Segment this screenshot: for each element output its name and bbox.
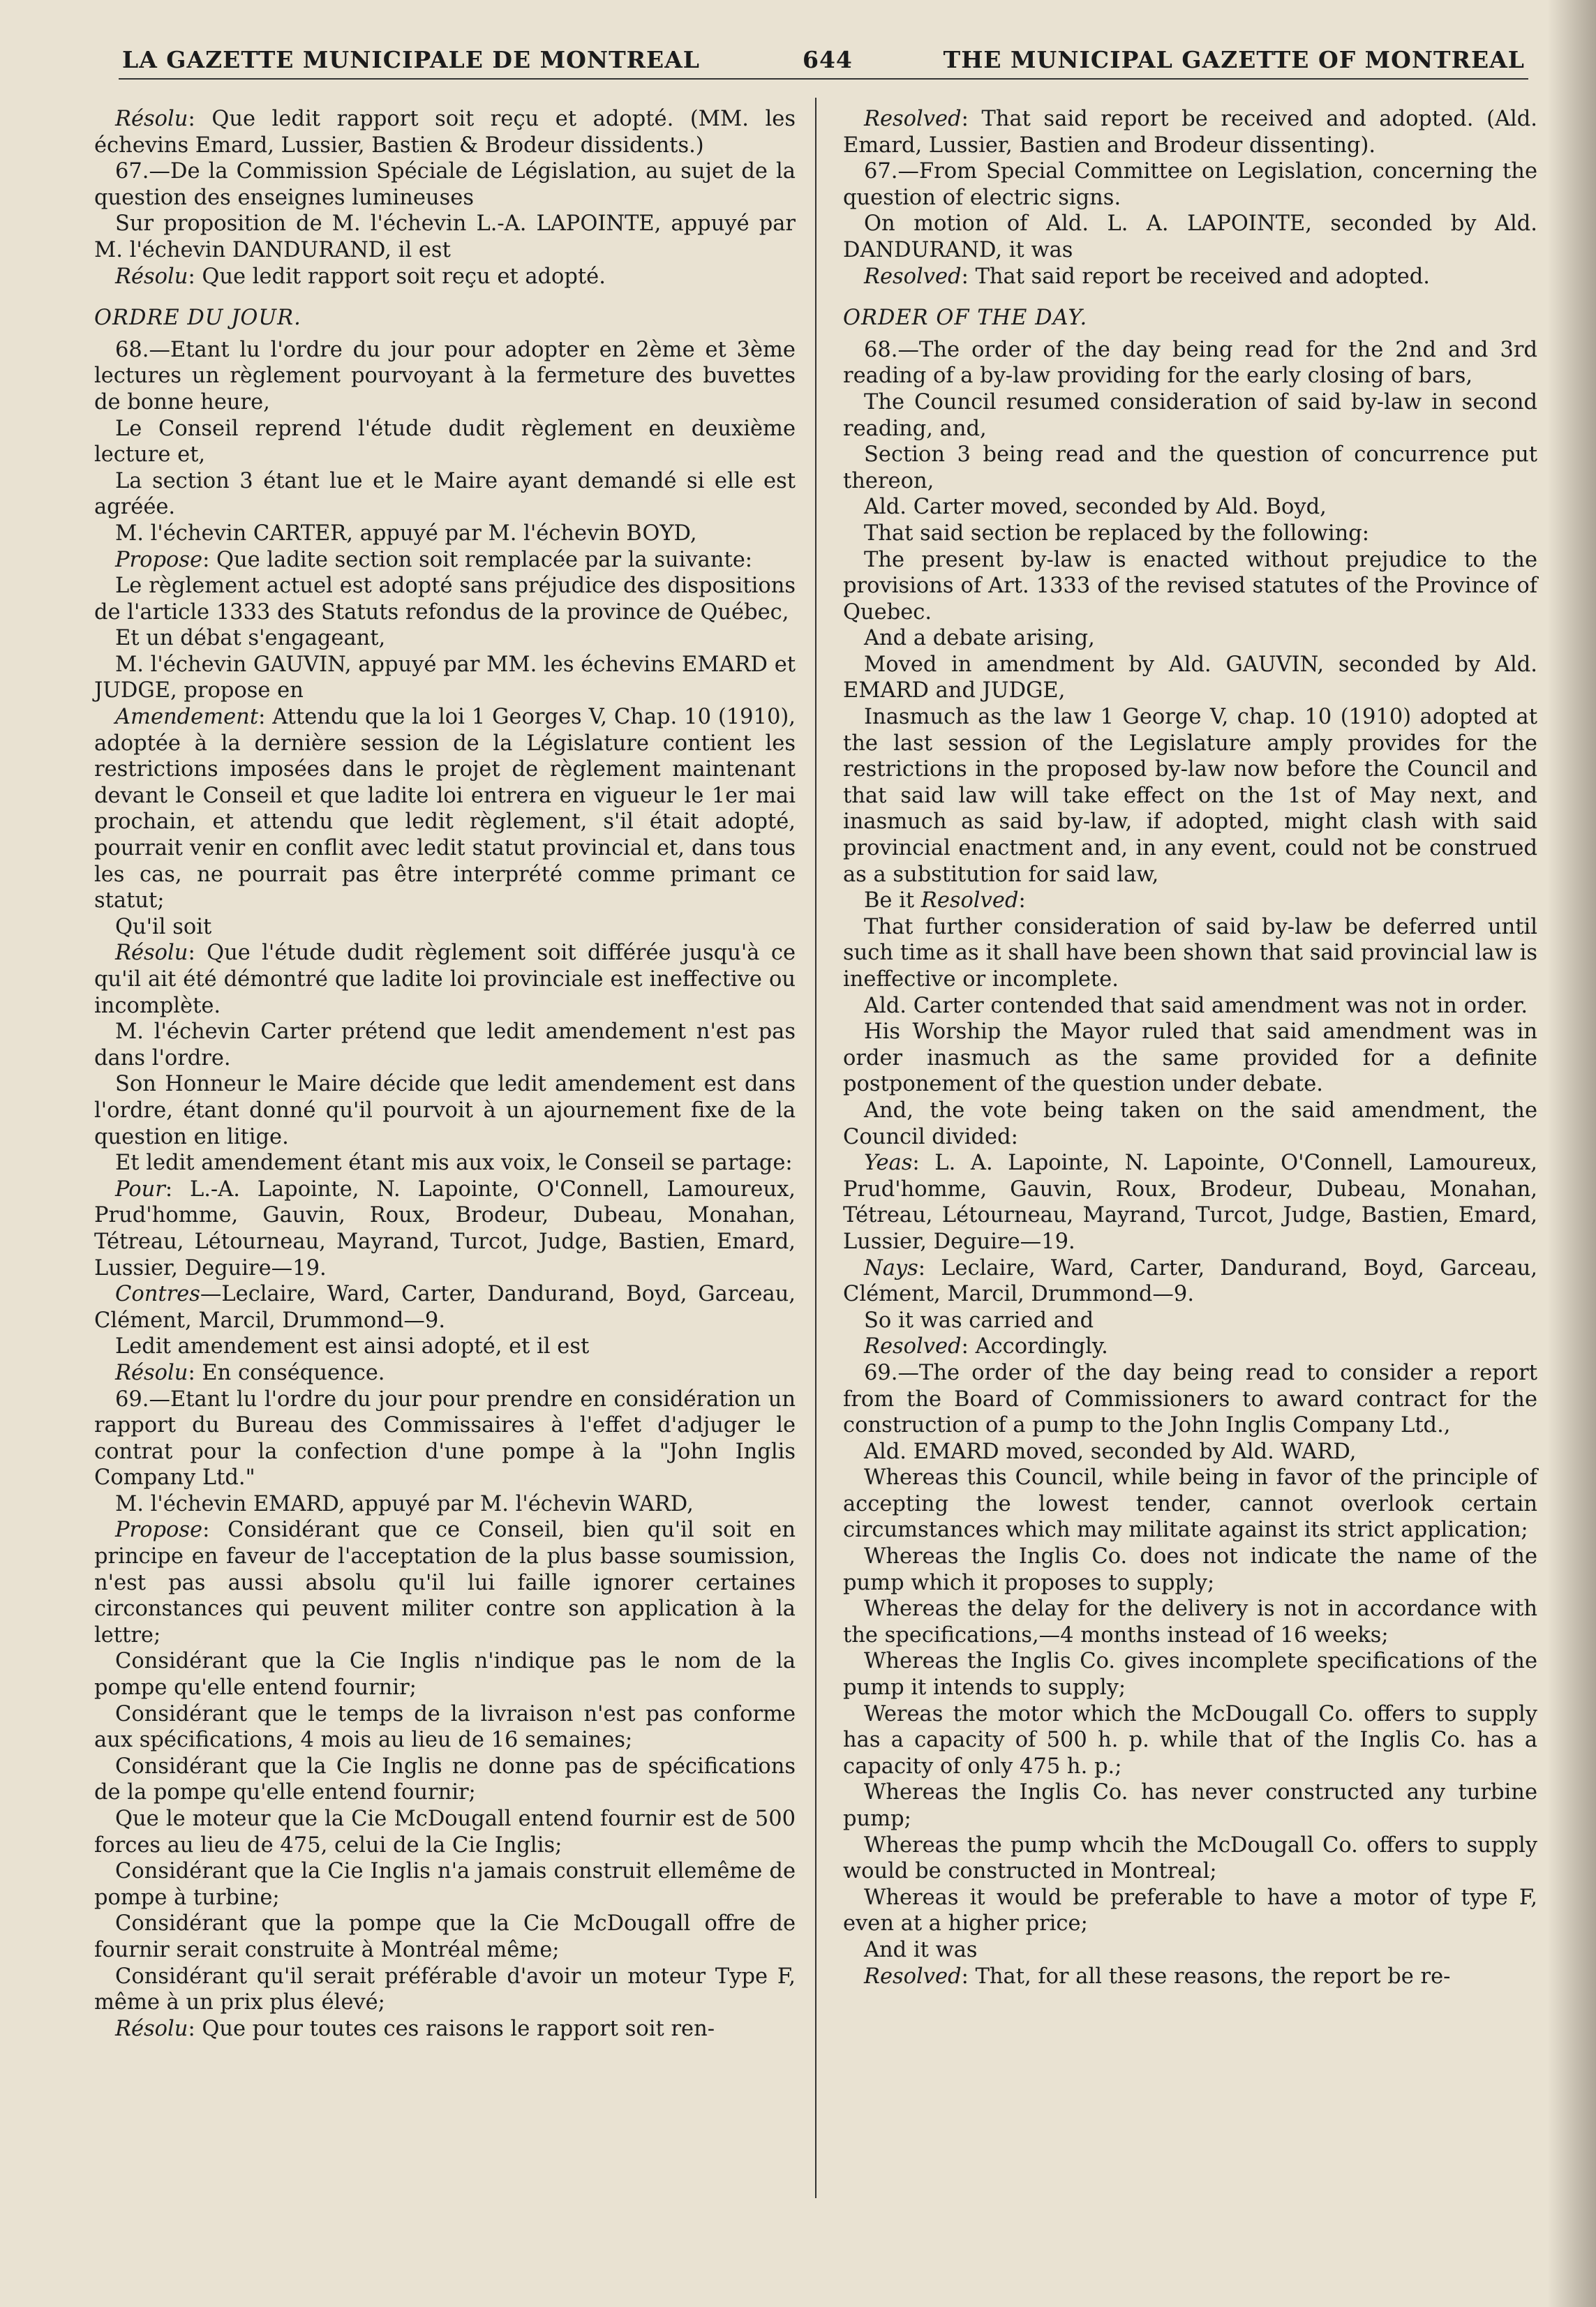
paragraph bbox=[94, 521, 796, 547]
paragraph bbox=[843, 158, 1537, 211]
paragraph bbox=[843, 337, 1537, 389]
paragraph-text: : That, for all these reasons, the report be re- bbox=[961, 1964, 1451, 1989]
paragraph-text: : L.-A. Lapointe, N. Lapointe, O'Connell, Lamoureux, Prud'homme, Gauvin, Roux, Brodeur, Dubeau, Monahan, Tétreau, Létourneau, Mayrand, Turcot, Judge, Bastien, Emard, Lussier, Deguire—19. bbox=[94, 1177, 796, 1281]
paragraph bbox=[843, 1832, 1537, 1885]
resolution-keyword: Résolu bbox=[115, 941, 188, 966]
resolution-keyword: Nays bbox=[864, 1255, 918, 1281]
paragraph-text: La section 3 étant lue et le Maire ayant demandé si elle est agréée. bbox=[94, 468, 796, 520]
page-edge-shadow bbox=[1547, 0, 1596, 2307]
resolution-keyword: Resolved bbox=[864, 1964, 962, 1989]
paragraph bbox=[843, 1648, 1537, 1701]
paragraph-text: 69.—Etant lu l'ordre du jour pour prendre en considération un rapport du Bureau des Commissaires à l'effet d'adjuger le contrat pour la confection d'une pompe à la "John Inglis Company Ltd." bbox=[94, 1387, 796, 1491]
paragraph-text: M. l'échevin Carter prétend que ledit amendement n'est pas dans l'ordre. bbox=[94, 1020, 796, 1070]
paragraph-text: Inasmuch as the law 1 George V, chap. 10 (1910) adopted at the last session of the Legislature amply provides for the restrictions in the proposed by-law now before the Council and that said law will take effect on the 1st of May next, and inasmuch as said by-law, if adopted, might clash with said provincial enactment and, in any event, could not be construed as a substitution for said law, bbox=[843, 705, 1537, 887]
resolution-keyword: Resolved bbox=[864, 264, 962, 289]
paragraph bbox=[843, 1596, 1537, 1648]
paragraph bbox=[843, 625, 1537, 652]
resolution-keyword: Contres bbox=[115, 1282, 200, 1307]
paragraph-text: That said section be replaced by the following: bbox=[864, 521, 1370, 546]
paragraph-text: Whereas this Council, while being in favor of the principle of accepting the lowest tender, cannot overlook certain circumstances which may militate against its strict application; bbox=[843, 1465, 1537, 1543]
paragraph bbox=[94, 1806, 796, 1858]
paragraph bbox=[843, 106, 1537, 158]
paragraph bbox=[94, 1281, 796, 1334]
paragraph bbox=[94, 573, 796, 625]
resolution-keyword: Pour bbox=[115, 1177, 165, 1202]
resolution-keyword: Résolu bbox=[115, 2016, 188, 2041]
paragraph-text: Ald. Carter contended that said amendment was not in order. bbox=[864, 993, 1528, 1018]
section-heading: ORDRE DU JOUR. bbox=[94, 306, 301, 331]
resolution-keyword: Resolved bbox=[920, 888, 1019, 913]
paragraph-text: 68.—Etant lu l'ordre du jour pour adopter en 2ème et 3ème lectures un règlement pourvoyant à la fermeture des buvettes de bonne heure, bbox=[94, 337, 796, 415]
paragraph-text: —Leclaire, Ward, Carter, Dandurand, Boyd, Garceau, Clément, Marcil, Drummond—9. bbox=[94, 1282, 796, 1333]
paragraph-text: The present by-law is enacted without prejudice to the provisions of Art. 1333 of the revised statutes of the Province of Quebec. bbox=[843, 547, 1537, 625]
paragraph-text: Whereas the Inglis Co. gives incomplete specifications of the pump it intends to supply; bbox=[843, 1649, 1537, 1701]
paragraph bbox=[843, 547, 1537, 626]
paragraph bbox=[94, 704, 796, 914]
paragraph bbox=[94, 1754, 796, 1806]
resolution-keyword: Résolu bbox=[115, 1360, 188, 1385]
paragraph bbox=[843, 1544, 1537, 1596]
paragraph-text: On motion of Ald. L. A. LAPOINTE, seconded by Ald. DANDURAND, it was bbox=[843, 211, 1537, 262]
paragraph-text: : Que ladite section soit remplacée par la suivante: bbox=[202, 547, 753, 572]
paragraph-text: Ald. Carter moved, seconded by Ald. Boyd, bbox=[864, 495, 1327, 520]
paragraph-text: Le règlement actuel est adopté sans préjudice des dispositions de l'article 1333 des Statuts refondus de la province de Québec, bbox=[94, 574, 796, 625]
paragraph bbox=[94, 468, 796, 521]
paragraph-text: M. l'échevin EMARD, appuyé par M. l'échevin WARD, bbox=[115, 1491, 694, 1516]
paragraph-text: : That said report be received and adopted. bbox=[961, 264, 1430, 289]
paragraph bbox=[843, 1255, 1537, 1308]
resolution-keyword: Amendement bbox=[115, 705, 259, 730]
paragraph bbox=[94, 2016, 796, 2043]
paragraph-text: Whereas the pump whcih the McDougall Co. offers to supply would be constructed in Montreal; bbox=[843, 1832, 1537, 1884]
paragraph-text: 69.—The order of the day being read to consider a report from the Board of Commissioners to award contract for the construction of a pump to the John Inglis Company Ltd., bbox=[843, 1360, 1537, 1438]
paragraph bbox=[843, 521, 1537, 547]
paragraph-text: The Council resumed consideration of said by-law in second reading, and, bbox=[843, 389, 1537, 441]
paragraph-text: Wereas the motor which the McDougall Co. offers to supply has a capacity of 500 h. p. while that of the Inglis Co. has a capacity of only 475 h. p.; bbox=[843, 1701, 1537, 1779]
paragraph bbox=[94, 1334, 796, 1360]
paragraph-text: Considérant que le temps de la livraison n'est pas conforme aux spécifications, 4 mois au lieu de 16 semaines; bbox=[94, 1701, 796, 1753]
paragraph bbox=[94, 1387, 796, 1491]
paragraph bbox=[94, 1177, 796, 1281]
paragraph bbox=[94, 264, 796, 290]
paragraph bbox=[843, 1360, 1537, 1439]
paragraph-text: Moved in amendment by Ald. GAUVIN, seconded by Ald. EMARD and JUDGE, bbox=[843, 652, 1537, 703]
paragraph bbox=[94, 158, 796, 211]
resolution-keyword: Resolved bbox=[864, 1334, 962, 1359]
paragraph-text: Whereas the Inglis Co. has never constructed any turbine pump; bbox=[843, 1780, 1537, 1831]
paragraph-text: : L. A. Lapointe, N. Lapointe, O'Connell, Lamoureux, Prud'homme, Gauvin, Roux, Brodeur, Dubeau, Monahan, Tétreau, Létourneau, Mayrand, Turcot, Judge, Bastien, Emard, Lussier, Deguire—19. bbox=[843, 1151, 1537, 1254]
paragraph bbox=[843, 1308, 1537, 1334]
paragraph bbox=[843, 442, 1537, 494]
paragraph-text: : That said report be received and adopted. (Ald. Emard, Lussier, Bastien and Brodeur dissenting). bbox=[843, 107, 1537, 158]
paragraph bbox=[843, 1964, 1537, 1990]
paragraph bbox=[843, 914, 1537, 993]
paragraph bbox=[843, 1937, 1537, 1964]
header-french-title: LA GAZETTE MUNICIPALE DE MONTREAL bbox=[122, 46, 701, 73]
paragraph bbox=[94, 1964, 796, 2016]
paragraph-text: Section 3 being read and the question of concurrence put thereon, bbox=[843, 442, 1537, 493]
paragraph bbox=[94, 940, 796, 1019]
paragraph bbox=[843, 389, 1537, 442]
paragraph-text: Considérant que la pompe que la Cie McDougall offre de fournir serait construite à Montréal même; bbox=[94, 1911, 796, 1962]
english-column bbox=[843, 106, 1537, 1989]
running-header bbox=[122, 40, 1525, 82]
section-heading: ORDER OF THE DAY. bbox=[843, 306, 1088, 331]
paragraph-text: So it was carried and bbox=[864, 1308, 1094, 1333]
paragraph bbox=[843, 1779, 1537, 1832]
paragraph bbox=[843, 652, 1537, 704]
paragraph-text: Son Honneur le Maire décide que ledit amendement est dans l'ordre, étant donné qu'il pourvoit à un ajournement fixe de la question en litige. bbox=[94, 1072, 796, 1149]
paragraph bbox=[94, 337, 796, 416]
paragraph bbox=[843, 1150, 1537, 1255]
paragraph-text: And a debate arising, bbox=[864, 626, 1095, 651]
paragraph bbox=[94, 106, 796, 158]
paragraph bbox=[94, 416, 796, 468]
paragraph bbox=[94, 652, 796, 704]
paragraph bbox=[94, 914, 796, 941]
paragraph bbox=[843, 1701, 1537, 1780]
paragraph-text: 68.—The order of the day being read for the 2nd and 3rd reading of a by-law providing for the early closing of bars, bbox=[843, 337, 1537, 389]
paragraph-text: 67.—De la Commission Spéciale de Législation, au sujet de la question des enseignes lumineuses bbox=[94, 159, 796, 210]
paragraph bbox=[94, 1911, 796, 1963]
paragraph-text: Considérant que la Cie Inglis ne donne pas de spécifications de la pompe qu'elle entend fournir; bbox=[94, 1754, 796, 1805]
paragraph-text: : En conséquence. bbox=[188, 1360, 385, 1385]
paragraph bbox=[843, 264, 1537, 290]
paragraph bbox=[94, 1858, 796, 1911]
header-english-title: THE MUNICIPAL GAZETTE OF MONTREAL bbox=[943, 46, 1525, 73]
paragraph-text: Que le moteur que la Cie McDougall entend fournir est de 500 forces au lieu de 475, celui de la Cie Inglis; bbox=[94, 1807, 796, 1858]
paragraph-text: That further consideration of said by-law be deferred until such time as it shall have been shown that said provincial law is ineffective or incomplete. bbox=[843, 914, 1537, 992]
paragraph-text: His Worship the Mayor ruled that said amendment was in order inasmuch as the same provided for a definite postponement of the question under debate. bbox=[843, 1020, 1537, 1097]
paragraph bbox=[94, 1150, 796, 1177]
paragraph-text: : Que l'étude dudit règlement soit différée jusqu'à ce qu'il ait été démontré que ladite loi provinciale est ineffective ou incomplète. bbox=[94, 941, 796, 1018]
paragraph-text: : Accordingly. bbox=[961, 1334, 1108, 1359]
paragraph bbox=[94, 1517, 796, 1648]
paragraph-text: Ald. EMARD moved, seconded by Ald. WARD, bbox=[864, 1439, 1357, 1464]
paragraph bbox=[94, 1701, 796, 1754]
paragraph-text: Whereas the Inglis Co. does not indicate the name of the pump which it proposes to supply; bbox=[843, 1544, 1537, 1595]
paragraph bbox=[843, 1334, 1537, 1360]
paragraph bbox=[94, 1491, 796, 1518]
paragraph-text: : Attendu que la loi 1 Georges V, Chap. 10 (1910), adoptée à la dernière session de la Législature contient les restrictions imposées dans le projet de règlement maintenant devant le Conseil et que ladite loi entrera en vigueur le 1er mai prochain, et attendu que ledit règlement, s'il était adopté, pourrait venir en conflit avec ledit statut provincial et, dans tous les cas, ne pourrait pas être interprété comme primant ce statut; bbox=[94, 705, 796, 913]
header-rule bbox=[119, 78, 1528, 80]
paragraph-text: M. l'échevin GAUVIN, appuyé par MM. les échevins EMARD et JUDGE, propose en bbox=[94, 652, 796, 703]
paragraph-text: Et ledit amendement étant mis aux voix, le Conseil se partage: bbox=[115, 1151, 793, 1176]
paragraph bbox=[94, 625, 796, 652]
paragraph-text: And, the vote being taken on the said amendment, the Council divided: bbox=[843, 1098, 1537, 1149]
paragraph-text: Et un débat s'engageant, bbox=[115, 626, 386, 651]
paragraph bbox=[843, 993, 1537, 1020]
resolution-keyword: Résolu bbox=[115, 264, 188, 289]
paragraph-text: Ledit amendement est ainsi adopté, et il est bbox=[115, 1334, 590, 1359]
page-number: 644 bbox=[803, 46, 853, 73]
paragraph bbox=[843, 1439, 1537, 1465]
french-column bbox=[94, 106, 796, 2042]
paragraph-text: And it was bbox=[864, 1937, 978, 1962]
paragraph-text: : Que ledit rapport soit reçu et adopté. (MM. les échevins Emard, Lussier, Bastien & Brodeur dissidents.) bbox=[94, 107, 796, 158]
paragraph-text: Considérant que la Cie Inglis n'a jamais construit ellemême de pompe à turbine; bbox=[94, 1859, 796, 1910]
resolution-keyword: Propose bbox=[115, 547, 203, 572]
paragraph bbox=[843, 1885, 1537, 1937]
paragraph-text: Whereas the delay for the delivery is not in accordance with the specifications,—4 months instead of 16 weeks; bbox=[843, 1597, 1537, 1648]
paragraph bbox=[94, 1071, 796, 1150]
resolution-keyword: Propose bbox=[115, 1518, 203, 1543]
paragraph bbox=[843, 1098, 1537, 1150]
paragraph-text: : Que ledit rapport soit reçu et adopté. bbox=[188, 264, 606, 289]
paragraph-text: Le Conseil reprend l'étude dudit règlement en deuxième lecture et, bbox=[94, 416, 796, 468]
paragraph-text: 67.—From Special Committee on Legislation, concerning the question of electric signs. bbox=[843, 159, 1537, 210]
paragraph-text: M. l'échevin CARTER, appuyé par M. l'échevin BOYD, bbox=[115, 521, 697, 546]
paragraph-text: : Considérant que ce Conseil, bien qu'il soit en principe en faveur de l'acceptation de la plus basse soumission, n'est pas aussi absolu qu'il lui faille ignorer certaines circonstances qui peuvent militer contre son application à la lettre; bbox=[94, 1518, 796, 1648]
paragraph bbox=[94, 547, 796, 574]
paragraph bbox=[843, 704, 1537, 888]
resolution-keyword: Résolu bbox=[115, 107, 188, 131]
paragraph bbox=[94, 1648, 796, 1701]
paragraph-text: Considérant que la Cie Inglis n'indique pas le nom de la pompe qu'elle entend fournir; bbox=[94, 1649, 796, 1701]
paragraph bbox=[843, 1019, 1537, 1098]
paragraph bbox=[843, 1465, 1537, 1544]
resolution-keyword: Yeas bbox=[864, 1151, 913, 1176]
paragraph-text: : Que pour toutes ces raisons le rapport soit ren- bbox=[188, 2016, 715, 2041]
paragraph-text: Sur proposition de M. l'échevin L.-A. LAPOINTE, appuyé par M. l'échevin DANDURAND, il est bbox=[94, 211, 796, 262]
paragraph bbox=[843, 211, 1537, 263]
column-divider bbox=[815, 98, 816, 2198]
paragraph-text: Considérant qu'il serait préférable d'avoir un moteur Type F, même à un prix plus élevé; bbox=[94, 1964, 796, 2015]
paragraph-text: Whereas it would be preferable to have a motor of type F, even at a higher price; bbox=[843, 1885, 1537, 1936]
paragraph-prefix: Be it bbox=[864, 888, 921, 913]
paragraph-text: Qu'il soit bbox=[115, 914, 212, 939]
paragraph-text: : bbox=[1018, 888, 1026, 913]
resolution-keyword: Resolved bbox=[864, 107, 962, 131]
paragraph bbox=[94, 1360, 796, 1387]
paragraph-text: : Leclaire, Ward, Carter, Dandurand, Boyd, Garceau, Clément, Marcil, Drummond—9. bbox=[843, 1255, 1537, 1307]
paragraph bbox=[94, 211, 796, 263]
paragraph bbox=[843, 888, 1537, 914]
paragraph bbox=[843, 494, 1537, 521]
paragraph bbox=[94, 1019, 796, 1071]
